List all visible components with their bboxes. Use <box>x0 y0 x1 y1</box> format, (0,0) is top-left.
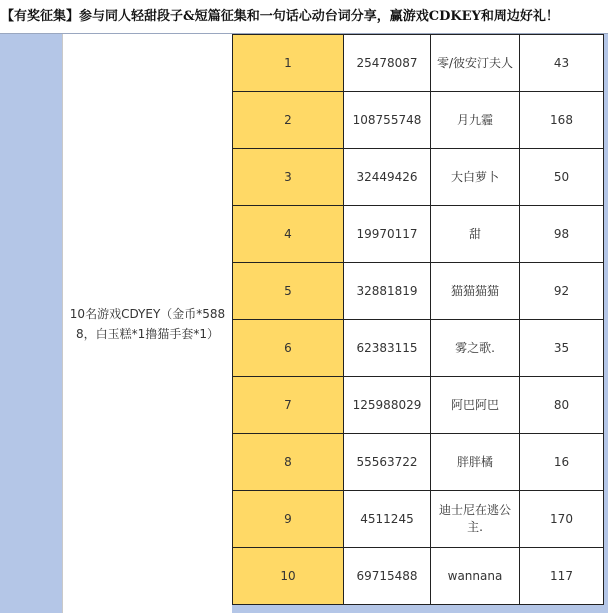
uid-cell: 32881819 <box>344 263 431 320</box>
nickname-cell: 甜 <box>431 206 520 263</box>
nickname-cell: 胖胖橘 <box>431 434 520 491</box>
uid-cell: 108755748 <box>344 92 431 149</box>
rank-cell: 2 <box>233 92 344 149</box>
count-cell: 80 <box>520 377 604 434</box>
table-row <box>233 92 604 149</box>
prize-description: 10名游戏CDYEY（金币*5888，白玉糕*1撸猫手套*1） <box>69 306 226 341</box>
table-row <box>233 149 604 206</box>
uid-cell: 19970117 <box>344 206 431 263</box>
count-cell: 50 <box>520 149 604 206</box>
uid-cell: 55563722 <box>344 434 431 491</box>
winners-table <box>232 34 604 605</box>
table-row <box>233 548 604 605</box>
rank-cell: 7 <box>233 377 344 434</box>
count-cell: 16 <box>520 434 604 491</box>
table-row <box>233 320 604 377</box>
nickname-cell: 阿巴阿巴 <box>431 377 520 434</box>
rank-cell: 3 <box>233 149 344 206</box>
rank-cell: 8 <box>233 434 344 491</box>
page-title: 【有奖征集】参与同人轻甜段子&短篇征集和一句话心动台词分享，赢游戏CDKEY和周边好礼！ <box>0 0 608 34</box>
rank-cell: 4 <box>233 206 344 263</box>
nickname-cell: wannana <box>431 548 520 605</box>
nickname-cell: 月九霾 <box>431 92 520 149</box>
count-cell: 117 <box>520 548 604 605</box>
uid-cell: 4511245 <box>344 491 431 548</box>
nickname-cell: 雾之歌. <box>431 320 520 377</box>
nickname-cell: 猫猫猫猫 <box>431 263 520 320</box>
table-row <box>233 434 604 491</box>
uid-cell: 69715488 <box>344 548 431 605</box>
nickname-cell: 迪士尼在逃公主. <box>431 491 520 548</box>
uid-cell: 125988029 <box>344 377 431 434</box>
count-cell: 43 <box>520 35 604 92</box>
left-margin-column <box>0 34 62 613</box>
rank-cell: 6 <box>233 320 344 377</box>
uid-cell: 32449426 <box>344 149 431 206</box>
table-row <box>233 491 604 548</box>
count-cell: 170 <box>520 491 604 548</box>
nickname-cell: 零/彼安汀夫人 <box>431 35 520 92</box>
nickname-cell: 大白萝卜 <box>431 149 520 206</box>
uid-cell: 25478087 <box>344 35 431 92</box>
rank-cell: 5 <box>233 263 344 320</box>
table-row <box>233 206 604 263</box>
count-cell: 168 <box>520 92 604 149</box>
rank-cell: 9 <box>233 491 344 548</box>
count-cell: 92 <box>520 263 604 320</box>
prize-cell <box>62 34 232 613</box>
table-row <box>233 35 604 92</box>
table-row <box>233 263 604 320</box>
rank-cell: 10 <box>233 548 344 605</box>
count-cell: 35 <box>520 320 604 377</box>
table-row <box>233 377 604 434</box>
uid-cell: 62383115 <box>344 320 431 377</box>
rank-cell: 1 <box>233 35 344 92</box>
count-cell: 98 <box>520 206 604 263</box>
